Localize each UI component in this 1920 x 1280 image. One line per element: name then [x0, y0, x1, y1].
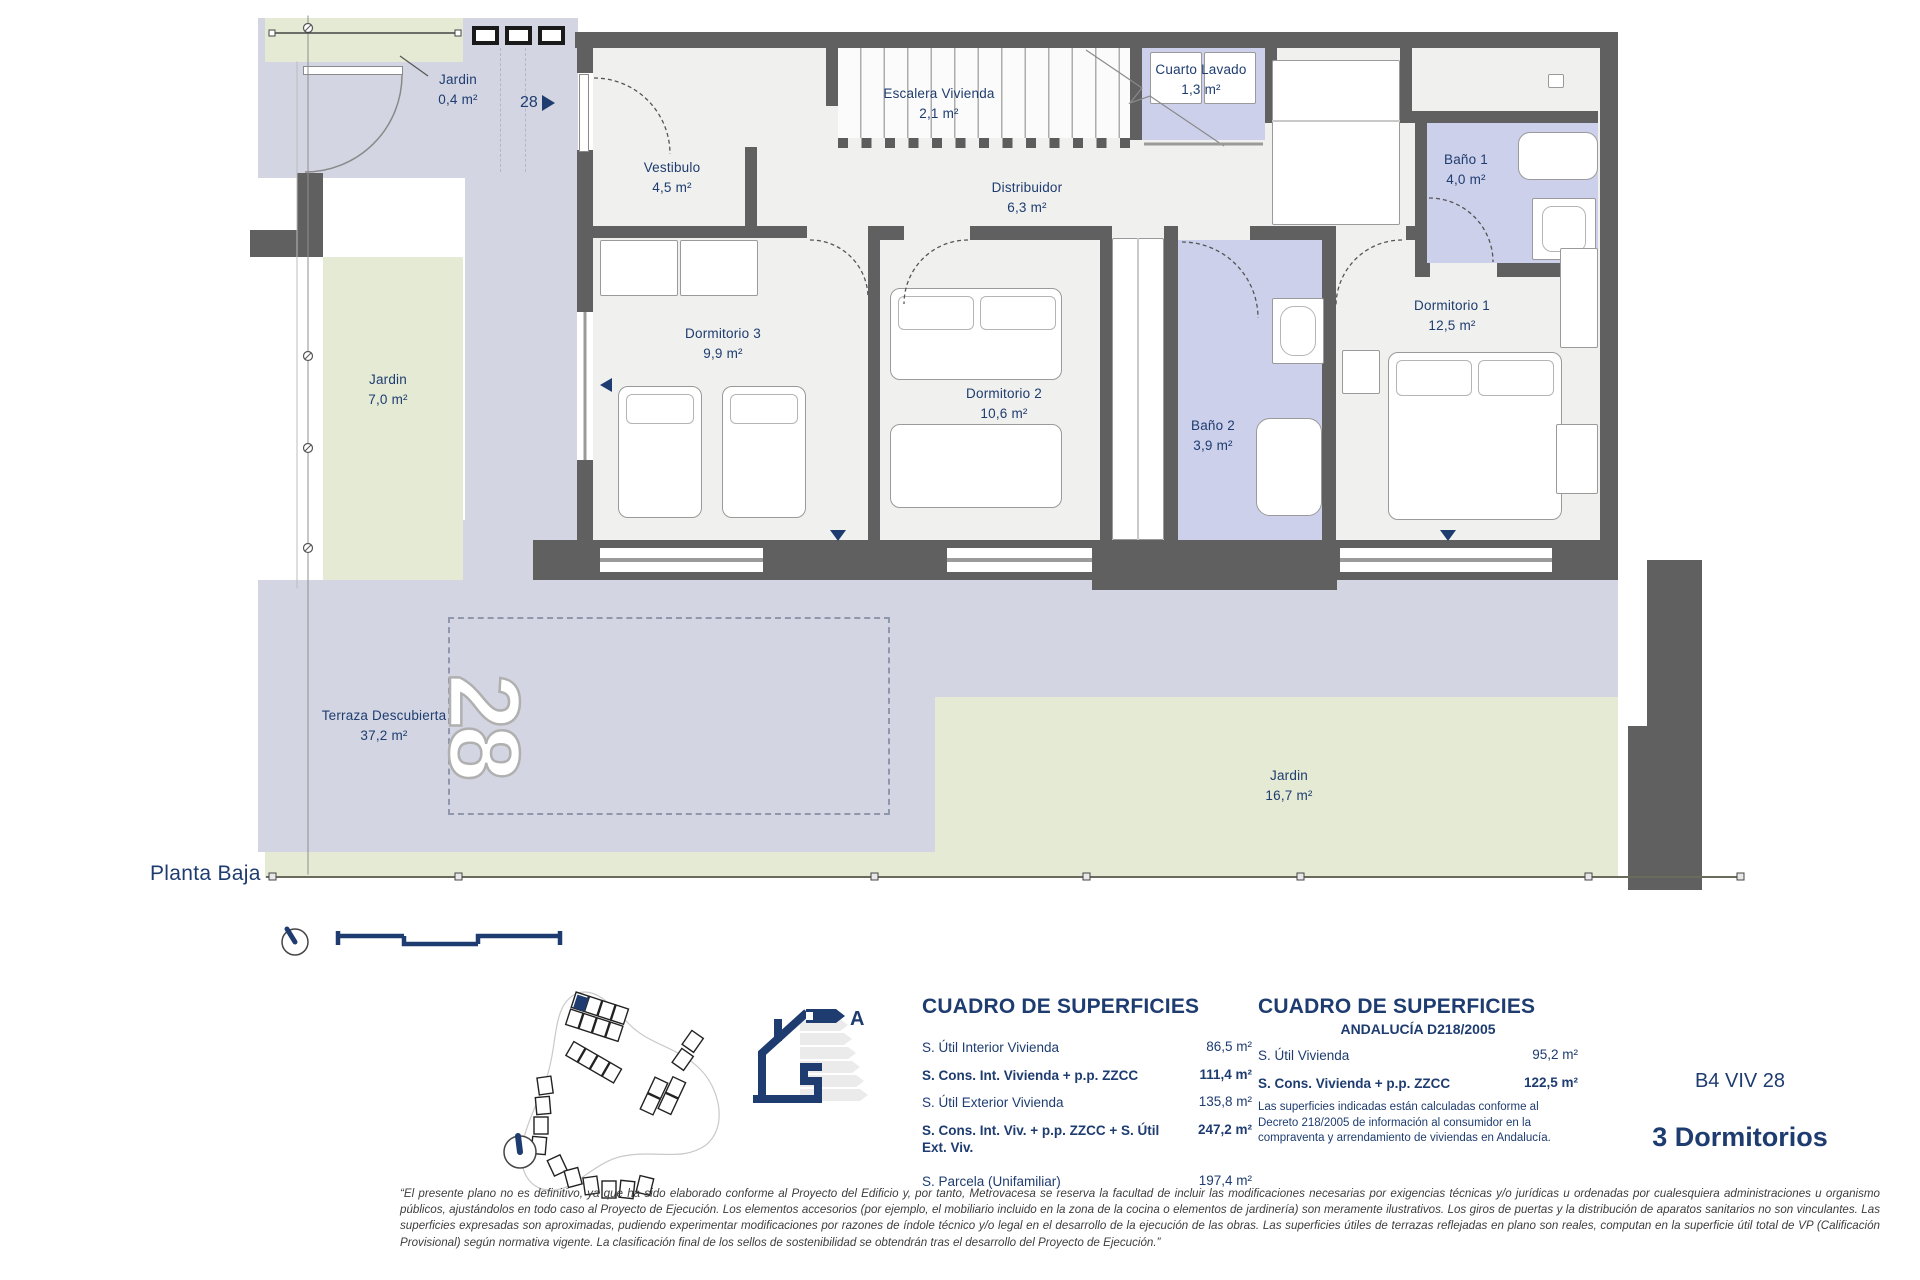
room-name: Distribuidor — [991, 180, 1063, 195]
row-label: S. Cons. Int. Viv. + p.p. ZZCC + S. Útil Ext. Viv. — [922, 1122, 1160, 1156]
row-label: S. Útil Interior Vivienda — [922, 1040, 1060, 1055]
row-value: 95,2 m² — [1532, 1047, 1578, 1062]
legal-disclaimer: “El presente plano no es definitivo, ya que ha sido elaborado conforme al Proyecto del Edificio y, por tanto, Metrovacesa se reserva la facultad de incluir las modificaciones necesarias por exigencias técnicas y/o jurídicas u ordenadas por cualesquiera administraciones u organismo públicos, ajustándolos en todo caso al Proyecto de Ejecución. Los elementos accesorios (por ejemplo, el mobiliario incluido en la zona de la cocina o elementos de jardinería) son meramente ilustrativos. Los giros de puertas y la distribución de aparatos sanitarios no son vinculantes. Las superficies expresadas son aproximadas, pudiendo experimentar modificaciones por razones de índole técnico y/o legal en el desarrollo de la ejecución de las obras. Las superficies útiles de terrazas reflejadas en plano son reales, computan en la superficie útil total de VP (Calificación Provisional) según normativa vigente. La clasificación final de los sellos de sostenibilidad se obtendrán tras el desarrollo del Proyecto de Ejecución.” — [400, 1187, 1880, 1249]
unit-entry-marker — [520, 94, 555, 112]
room-name: Terraza Descubierta — [321, 708, 447, 723]
arrow-down-dorm1-icon — [1440, 530, 1456, 541]
room-label-jardin-entry — [438, 70, 477, 111]
room-label-vestibulo — [644, 158, 701, 199]
room-label-terraza — [322, 706, 447, 747]
room-area: 2,1 m² — [919, 106, 959, 122]
unit-code: B4 VIV 28 — [1694, 1070, 1786, 1092]
table-row — [922, 1094, 1252, 1112]
surfaces-table — [922, 995, 1252, 1190]
row-value: 86,5 m² — [1206, 1039, 1252, 1054]
unit-entry-number: 28 — [520, 94, 538, 111]
surfaces-table-title: CUADRO DE SUPERFICIES — [922, 995, 1200, 1018]
room-name: Cuarto Lavado — [1155, 62, 1247, 77]
table-row — [1258, 1047, 1578, 1065]
unit-type: 3 Dormitorios — [1652, 1122, 1828, 1152]
property-boundary-lines — [297, 16, 313, 874]
dimension-line-top — [269, 30, 461, 76]
room-label-dormitorio3 — [685, 324, 761, 365]
row-value: 247,2 m² — [1197, 1121, 1252, 1137]
table-row — [922, 1122, 1252, 1157]
arrow-left-dorm3-icon — [600, 378, 612, 392]
room-name: Jardin — [1270, 768, 1308, 783]
room-label-jardin-bottom — [1265, 766, 1312, 807]
room-name: Dormitorio 1 — [1414, 298, 1490, 313]
energy-rating-letter: A — [850, 1008, 865, 1030]
row-value: 135,8 m² — [1198, 1094, 1252, 1110]
room-area: 4,0 m² — [1446, 172, 1486, 188]
room-area: 6,3 m² — [1007, 200, 1047, 216]
site-compass-icon — [504, 1136, 536, 1168]
row-value: 122,5 m² — [1523, 1074, 1578, 1090]
row-value: 197,4 m² — [1198, 1172, 1252, 1188]
entry-direction-icon — [542, 95, 555, 111]
entry-gate-arc — [305, 75, 402, 172]
row-value: 111,4 m² — [1199, 1066, 1252, 1082]
andalucia-table-title: CUADRO DE SUPERFICIES — [1258, 995, 1536, 1018]
table-row — [1258, 1075, 1578, 1093]
room-area: 3,9 m² — [1193, 438, 1233, 454]
energy-rating-icon — [757, 1008, 868, 1101]
andalucia-table-subtitle: ANDALUCÍA D218/2005 — [1340, 1021, 1496, 1037]
andalucia-table-note: Las superficies indicadas están calculadas conforme al Decreto 218/2005 de información al consumidor en la compraventa y arrendamiento de viviendas en Andalucía. — [1258, 1101, 1551, 1145]
room-name: Baño 2 — [1191, 418, 1235, 433]
room-label-bano2 — [1191, 416, 1235, 457]
room-label-cuarto-lavado — [1155, 60, 1246, 101]
row-label: S. Útil Vivienda — [1258, 1048, 1350, 1063]
room-name: Jardin — [439, 72, 477, 87]
room-name: Escalera Vivienda — [883, 86, 995, 101]
room-area: 10,6 m² — [980, 406, 1028, 422]
table-row — [922, 1039, 1252, 1057]
room-label-dormitorio1 — [1414, 296, 1490, 337]
row-label: S. Útil Exterior Vivienda — [922, 1095, 1064, 1111]
room-area: 4,5 m² — [652, 180, 692, 196]
room-area: 1,3 m² — [1181, 82, 1221, 98]
arrow-down-dorm2-icon — [830, 530, 846, 541]
room-label-bano1 — [1444, 150, 1488, 191]
room-name: Dormitorio 3 — [685, 326, 761, 341]
unit-watermark: 28 — [428, 673, 541, 778]
room-area: 16,7 m² — [1265, 788, 1313, 804]
site-key-map — [504, 992, 719, 1199]
room-label-escalera — [883, 84, 994, 125]
room-name: Baño 1 — [1444, 152, 1488, 167]
room-name: Jardin — [369, 372, 407, 387]
row-label: S. Parcela (Unifamiliar) — [922, 1173, 1061, 1189]
energy-scale-bars — [800, 1019, 868, 1101]
room-area: 12,5 m² — [1428, 318, 1476, 334]
room-area: 9,9 m² — [703, 346, 743, 362]
room-area: 7,0 m² — [368, 392, 408, 408]
floor-title: Planta Baja — [150, 862, 261, 885]
andalucia-table — [1258, 995, 1578, 1147]
row-label: S. Cons. Int. Vivienda + p.p. ZZCC — [922, 1067, 1139, 1083]
room-label-dormitorio2 — [966, 384, 1042, 425]
table-row — [922, 1067, 1252, 1085]
north-compass-icon — [282, 929, 308, 955]
room-area: 37,2 m² — [360, 728, 408, 744]
room-label-jardin-left — [368, 370, 407, 411]
row-label: S. Cons. Vivienda + p.p. ZZCC — [1258, 1075, 1451, 1091]
room-name: Dormitorio 2 — [966, 386, 1042, 401]
scale-bar — [338, 931, 560, 945]
room-name: Vestibulo — [643, 160, 701, 175]
room-label-distribuidor — [992, 178, 1063, 219]
room-area: 0,4 m² — [438, 92, 478, 108]
site-boundary-bottom — [266, 873, 1744, 880]
